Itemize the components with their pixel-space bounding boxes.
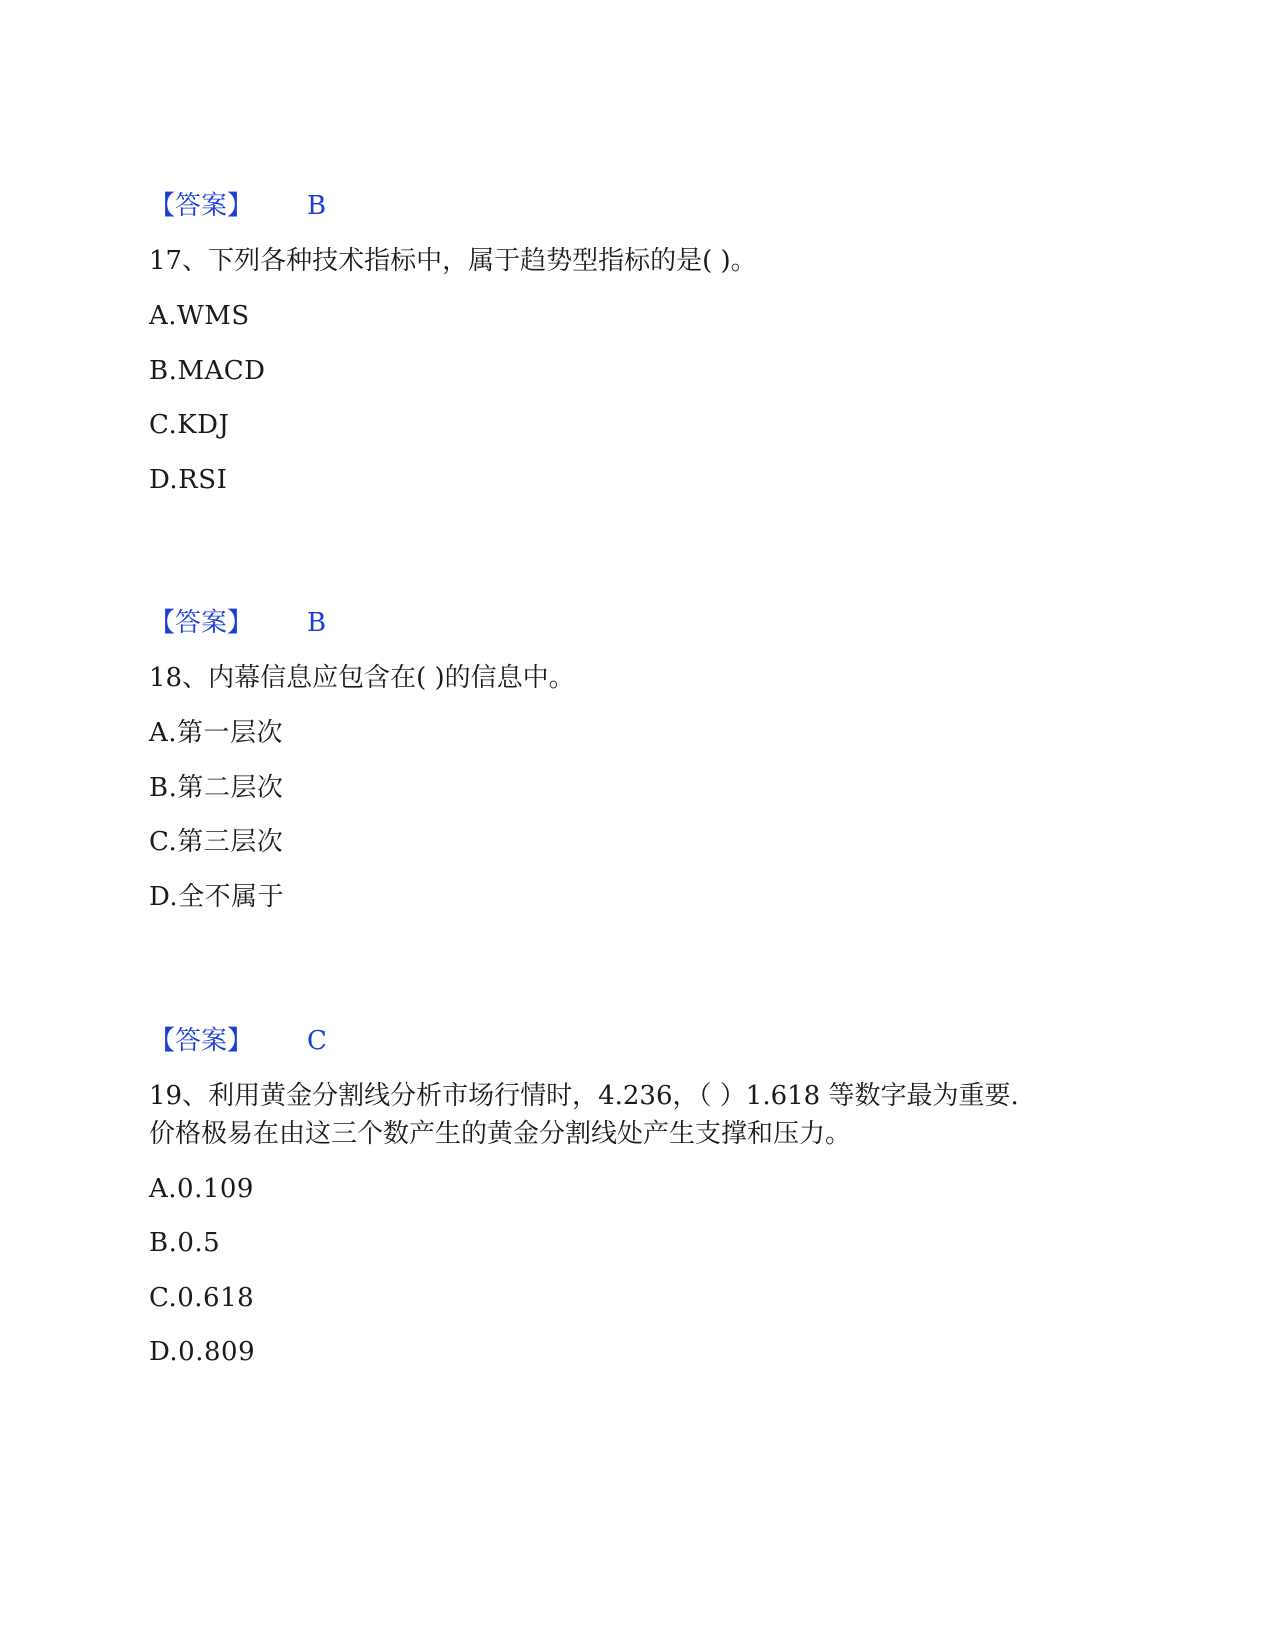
answer-value: B <box>307 608 327 638</box>
question-17-text: 17、下列各种技术指标中，属于趋势型指标的是( )。 <box>149 246 757 276</box>
question-18-option-a: A.第一层次 <box>149 718 284 748</box>
question-18-option-d: D.全不属于 <box>149 882 285 912</box>
answer-value: C <box>307 1026 327 1056</box>
question-19-text-line-1: 19、利用黄金分割线分析市场行情时，4.236，（ ）1.618 等数字最为重要. <box>149 1081 1019 1111</box>
answer-row-17 <box>149 607 327 639</box>
answer-label: 【答案】 <box>149 1026 254 1056</box>
question-18-option-b: B.第二层次 <box>149 773 284 803</box>
question-19-option-c: C.0.618 <box>149 1283 255 1313</box>
answer-label: 【答案】 <box>149 191 254 221</box>
question-19-text-line-2: 价格极易在由这三个数产生的黄金分割线处产生支撑和压力。 <box>149 1119 852 1149</box>
answer-label: 【答案】 <box>149 608 254 638</box>
question-18-text: 18、内幕信息应包含在( )的信息中。 <box>149 663 575 693</box>
answer-value: B <box>307 191 327 221</box>
question-17-option-a: A.WMS <box>149 301 250 331</box>
question-18-option-c: C.第三层次 <box>149 827 284 857</box>
question-19-option-b: B.0.5 <box>149 1228 221 1258</box>
answer-row-18 <box>149 1025 327 1057</box>
question-19-option-a: A.0.109 <box>149 1174 254 1204</box>
question-17-option-d: D.RSI <box>149 465 228 495</box>
question-17-option-b: B.MACD <box>149 356 266 386</box>
answer-row-16 <box>149 190 327 222</box>
question-17-option-c: C.KDJ <box>149 410 230 440</box>
question-19-option-d: D.0.809 <box>149 1337 256 1367</box>
